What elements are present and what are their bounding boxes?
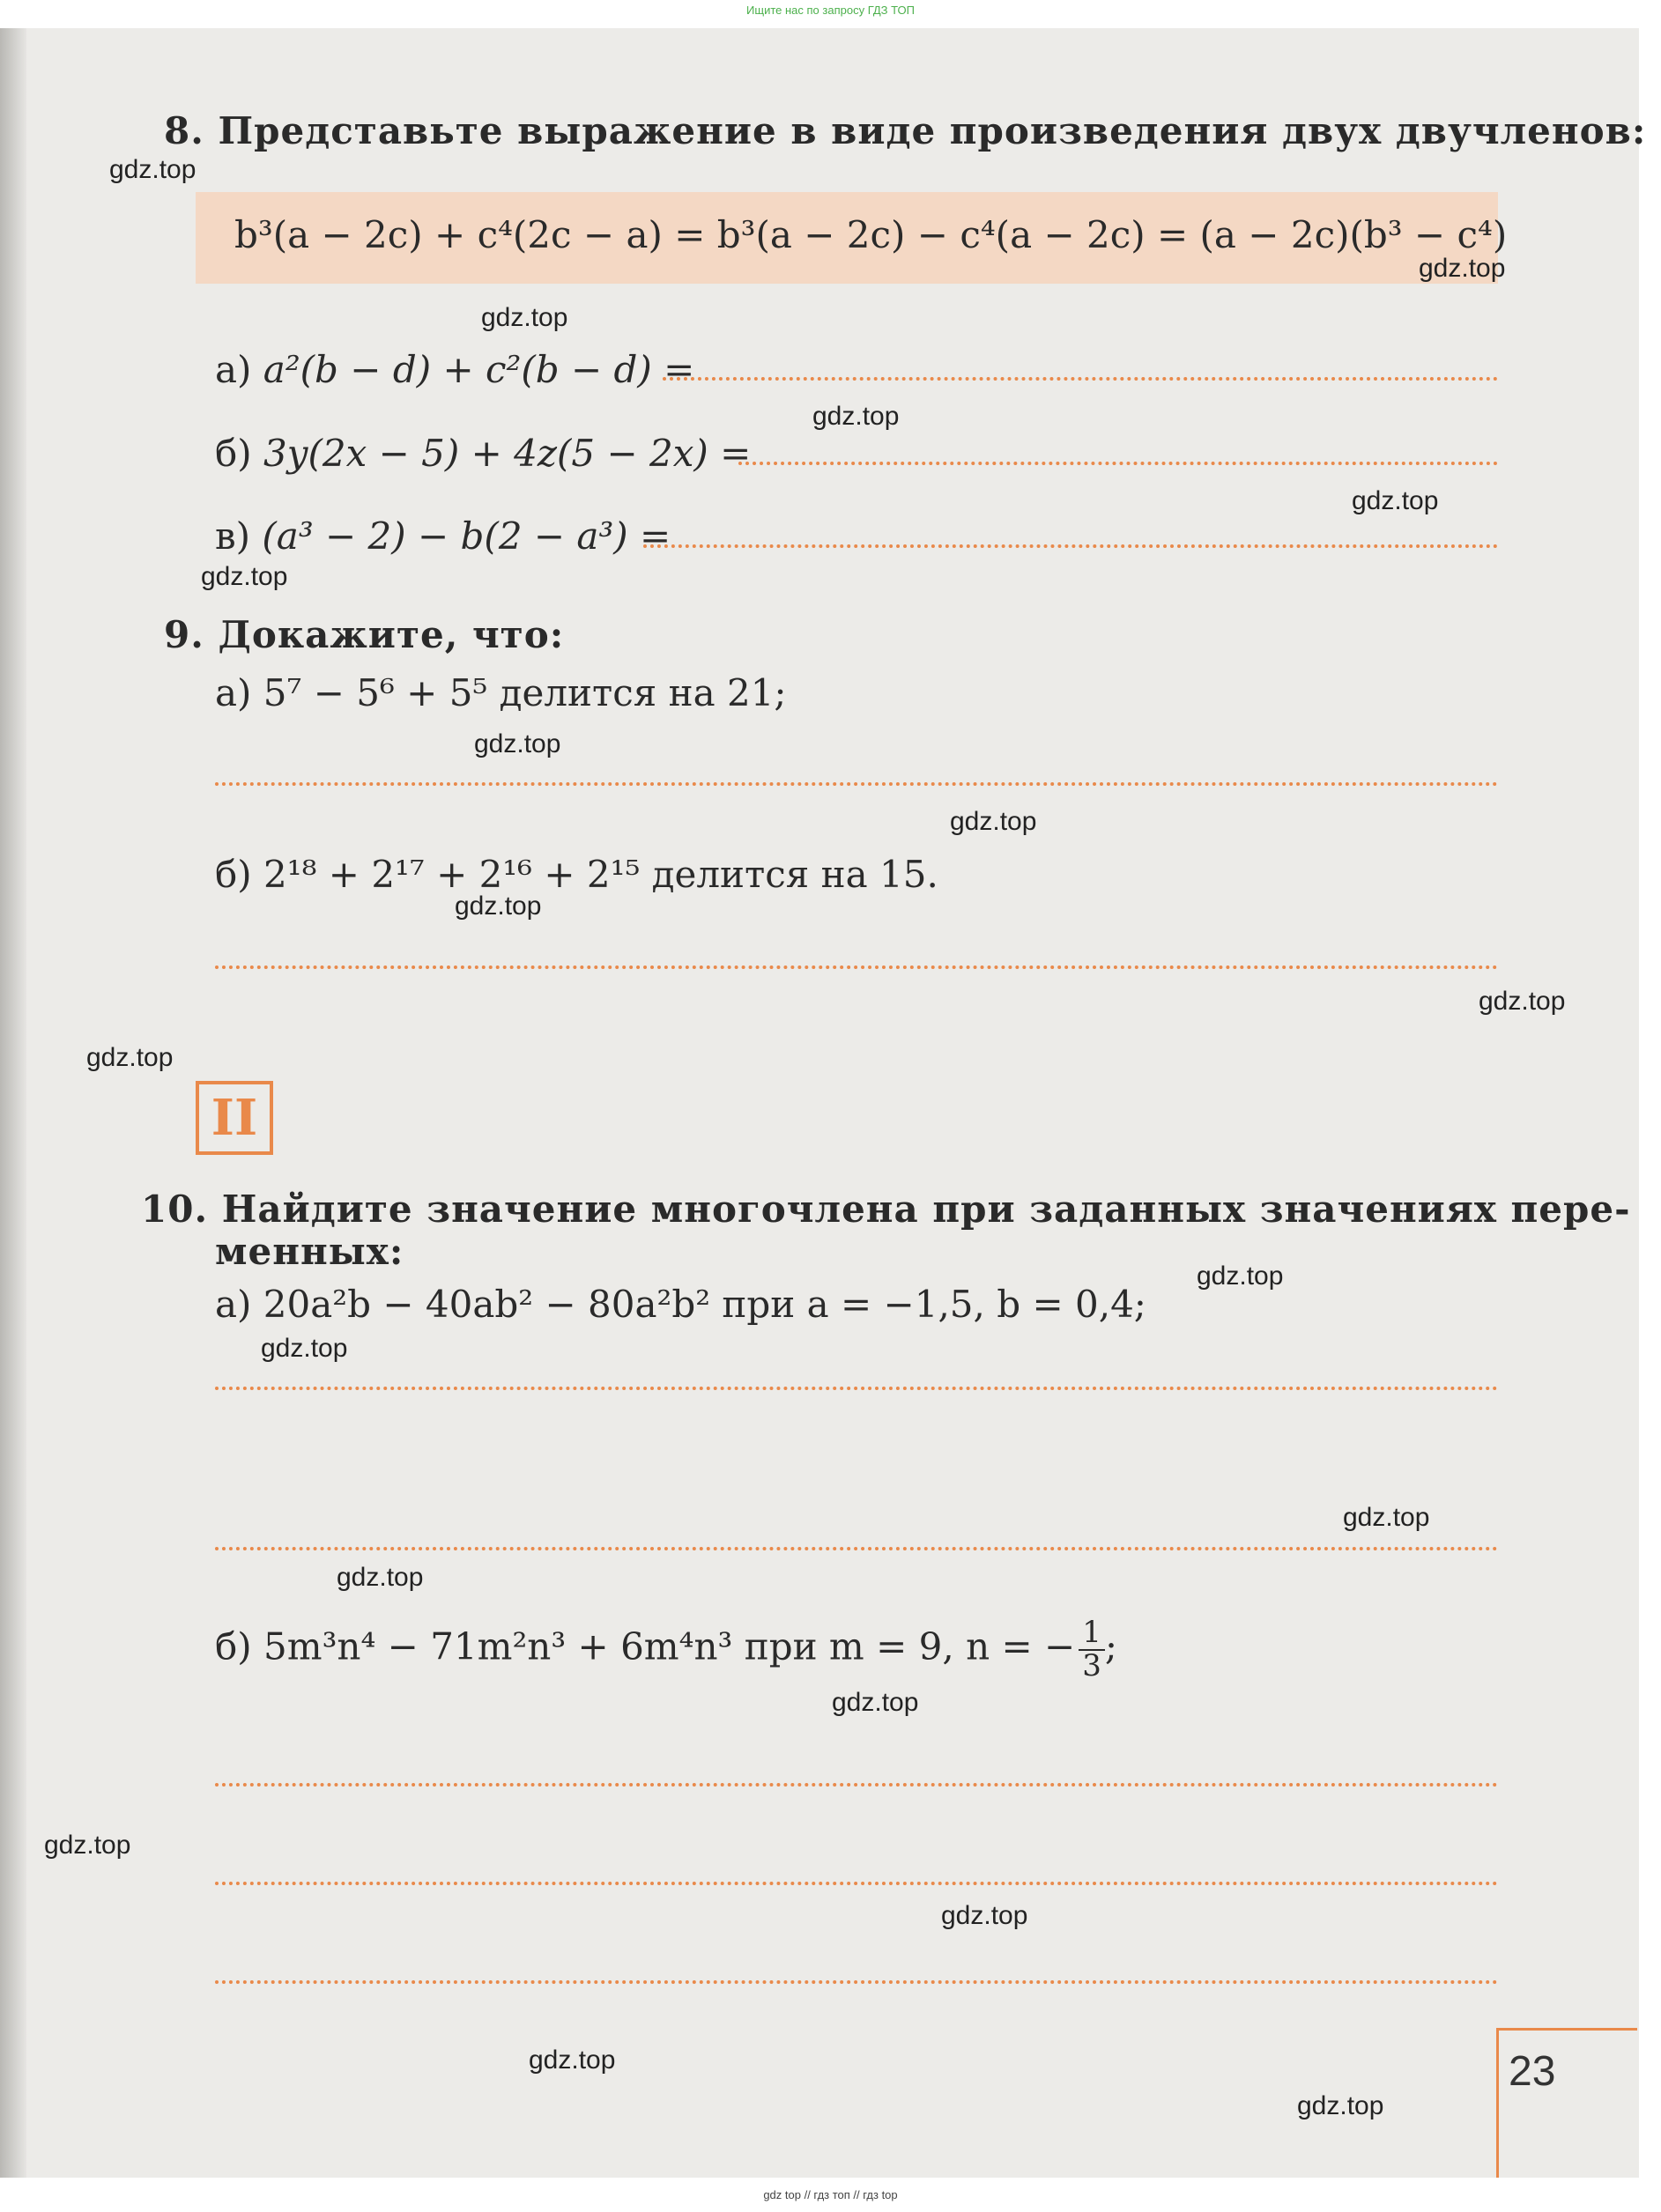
task10-item-b-tail: ; <box>1104 1624 1117 1668</box>
answer-line-8a[interactable] <box>663 377 1498 381</box>
watermark: gdz.top <box>261 1334 348 1363</box>
answer-line-9b[interactable] <box>215 965 1498 969</box>
task8-item-b-expr: 3y(2x − 5) + 4z(5 − 2x) = <box>263 432 752 475</box>
task8-item-a-label: а) <box>215 348 252 391</box>
fraction-numerator: 1 <box>1079 1617 1105 1651</box>
task10-number: 10. <box>141 1187 209 1231</box>
task10-item-b <box>215 1617 1117 1682</box>
watermark: gdz.top <box>941 1901 1028 1930</box>
watermark: gdz.top <box>812 402 900 431</box>
task10-item-a-expr: 20a²b − 40ab² − 80a²b² при a = −1,5, b = 0,4; <box>263 1283 1146 1326</box>
watermark: gdz.top <box>337 1563 424 1592</box>
fraction-one-third <box>1079 1617 1105 1682</box>
watermark: gdz.top <box>950 807 1037 836</box>
footer-links[interactable]: gdz top // гдз топ // гдз top <box>763 2188 898 2201</box>
task9-item-b-expr: 2¹⁸ + 2¹⁷ + 2¹⁶ + 2¹⁵ делится на 15. <box>263 853 938 896</box>
watermark: gdz.top <box>86 1043 174 1072</box>
top-banner[interactable]: Ищите нас по запросу ГДЗ ТОП <box>746 4 915 17</box>
page-number: 23 <box>1509 2048 1556 2095</box>
task9-heading <box>164 613 564 656</box>
answer-line-10a-1[interactable] <box>215 1387 1498 1390</box>
answer-line-9a[interactable] <box>215 782 1498 786</box>
watermark: gdz.top <box>44 1831 131 1860</box>
task10-item-b-label: б) <box>215 1624 252 1668</box>
task10-item-a <box>215 1283 1146 1326</box>
task8-item-c-label: в) <box>215 514 251 558</box>
task9-item-a <box>215 671 787 714</box>
task8-item-a-expr: a²(b − d) + c²(b − d) = <box>263 348 695 391</box>
watermark: gdz.top <box>1479 987 1566 1016</box>
watermark: gdz.top <box>109 155 197 184</box>
answer-line-10b-2[interactable] <box>215 1882 1498 1885</box>
watermark: gdz.top <box>832 1688 919 1717</box>
task9-item-b-label: б) <box>215 853 252 896</box>
page-spine-shadow <box>0 28 26 2178</box>
task8-example: b³(a − 2c) + c⁴(2c − a) = b³(a − 2c) − c⁴(a − 2c) = (a − 2c)(b³ − c⁴) <box>234 213 1508 256</box>
answer-line-10b-3[interactable] <box>215 1980 1498 1984</box>
watermark: gdz.top <box>201 562 288 591</box>
task9-item-b <box>215 853 938 896</box>
watermark: gdz.top <box>1297 2091 1384 2120</box>
section-label: II <box>196 1081 273 1155</box>
task10-item-b-expr: 5m³n⁴ − 71m²n³ + 6m⁴n³ при m = 9, n = − <box>263 1624 1076 1668</box>
watermark: gdz.top <box>481 303 568 332</box>
fraction-denominator: 3 <box>1082 1647 1101 1683</box>
watermark: gdz.top <box>1419 254 1506 283</box>
answer-line-10a-2[interactable] <box>215 1547 1498 1550</box>
watermark: gdz.top <box>1352 486 1439 515</box>
task9-item-a-expr: 5⁷ − 5⁶ + 5⁵ делится на 21; <box>263 671 787 714</box>
task8-number: 8. <box>164 109 204 152</box>
answer-line-8c[interactable] <box>643 544 1498 548</box>
task10-title-line2: менных: <box>215 1230 404 1273</box>
answer-line-10b-1[interactable] <box>215 1783 1498 1787</box>
task9-number: 9. <box>164 613 204 656</box>
task10-title-line1: Найдите значение многочлена при заданных значениях пере- <box>221 1187 1631 1231</box>
task8-item-a <box>215 348 694 391</box>
task8-item-c <box>215 514 671 558</box>
task10-item-a-label: а) <box>215 1283 252 1326</box>
task8-item-b-label: б) <box>215 432 252 475</box>
watermark: gdz.top <box>474 729 561 758</box>
task8-title: Представьте выражение в виде произведения двух двучленов: <box>218 109 1647 152</box>
watermark: gdz.top <box>529 2046 616 2075</box>
task8-heading <box>164 109 1646 152</box>
task8-item-b <box>215 432 751 475</box>
task9-item-a-label: а) <box>215 671 252 714</box>
watermark: gdz.top <box>1343 1503 1430 1532</box>
task9-title: Докажите, что: <box>218 613 565 656</box>
watermark: gdz.top <box>455 891 542 921</box>
task8-item-c-expr: (a³ − 2) − b(2 − a³) = <box>262 514 671 558</box>
watermark: gdz.top <box>1197 1261 1284 1291</box>
task10-heading <box>141 1187 1631 1231</box>
answer-line-8b[interactable] <box>738 462 1498 465</box>
